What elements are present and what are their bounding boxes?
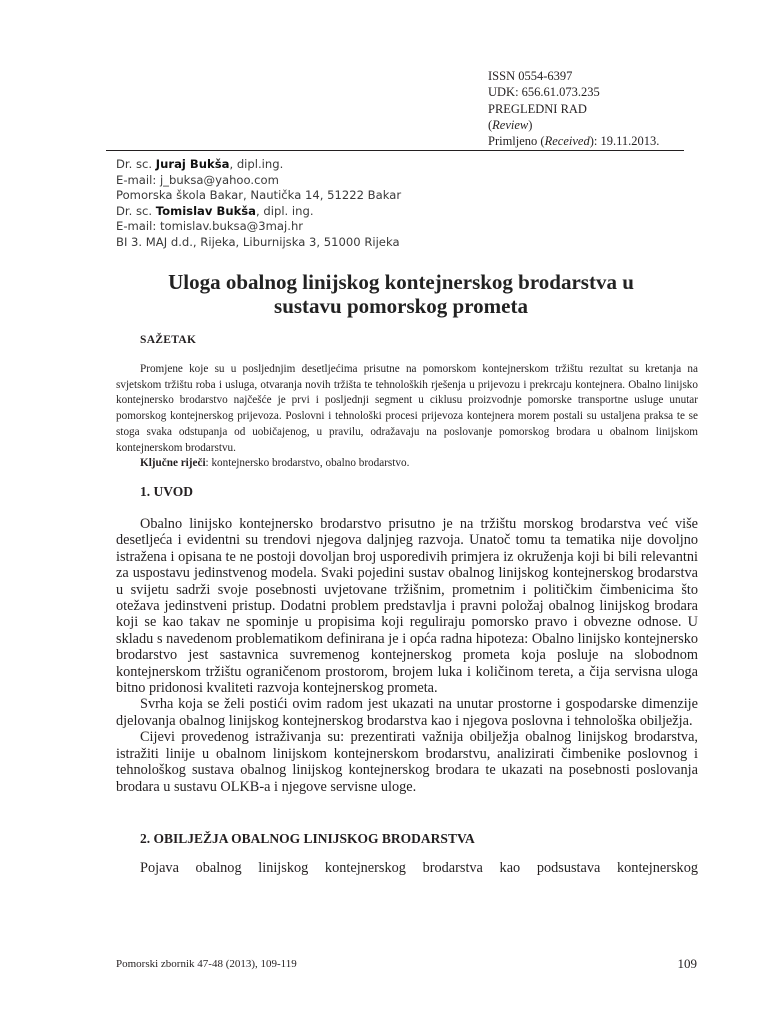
paragraph: Obalno linijsko kontejnersko brodarstvo prisutno je na tržištu morskog brodarstva već više desetljeća i evidentni su trendovi njegova daljnjeg razvoja. Unatoč tomu ta tematika nije dovoljno istražena i opisana te ne postoji dovoljan broj usporedivih primjera iz okruženja koji bi bili relevantni za uspostavu jedinstvenog modela. Svaki pojedini sustav obalnog linijskog kontejnerskog brodarstva u svijetu sadrži svoje posebnosti uvjetovane tržišnim, prometnim i političkim čimbenicima što otežava jedinstveni pristup. Dodatni problem predstavlja i pravni položaj obalnog linijskog brodara koji se kao takav ne spominje u propisima koji reguliraju pomorsko pravo i obvezne odnose. U skladu s navedenom problematikom definirana je i opća radna hipoteza: Obalno linijsko kontejnersko brodarstvo jest sastavnica suvremenog kontejnerskog prometa koja posluje na slobodnom kontejnerskom tržištu ograničenom prostorom, brojem luka i količinom tereta, a čija servisna uloga bitno pridonosi kvaliteti razvoja kontejnerskog prometa. [116, 516, 698, 697]
review-line [488, 117, 659, 133]
abstract-text: Promjene koje su u posljednjim desetljećima prisutne na pomorskom kontejnerskom tržištu rezultat su kretanja na svjetskom tržištu roba i usluga, otvaranja novih tržišta te tehnoloških rješenja u prijevozu i prekrcaju kontejnera. Obalno linijsko kontejnersko brodarstvo najčešće je prvi i posljednji segment u ciklusu proizvodnje pomorske transportne usluge unutar pomorskog kontejnerskog prijevoza. Poslovni i tehnološki procesi prijevoza kontejnera morem postali su ustaljena praksa te se stoga svaka odstupanja od uobičajenog, u pravilu, odražavaju na poslovanje pomorskog brodara u obalnom linijskom kontejnerskom brodarstvu. [116, 363, 698, 454]
received-label: Received [544, 134, 590, 149]
author-1-name: Juraj Bukša [155, 157, 230, 171]
author-1 [116, 157, 401, 173]
review-label: Review [492, 117, 529, 132]
keywords-label: Ključne riječi [140, 457, 206, 470]
received-date: ): 19.11.2013. [589, 134, 660, 149]
section-1-heading: 1. UVOD [140, 484, 193, 499]
udk: UDK: 656.61.073.235 [488, 85, 600, 100]
keywords-list: : kontejnersko brodarstvo, obalno brodarstvo. [205, 457, 410, 470]
journal-citation: Pomorski zbornik 47-48 (2013), 109-119 [116, 958, 297, 970]
author-1-suffix: , dipl.ing. [229, 157, 284, 171]
section-2-heading: 2. OBILJEŽJA OBALNOG LINIJSKOG BRODARSTVA [140, 831, 475, 846]
article-type: PREGLEDNI RAD [488, 101, 587, 116]
author-2-name: Tomislav Bukša [155, 203, 257, 218]
title-line-2: sustavu pomorskog prometa [274, 294, 528, 318]
page-number: 109 [677, 956, 697, 971]
header-divider [106, 150, 684, 151]
review-close: ) [528, 117, 533, 132]
section-1-body [116, 516, 698, 795]
paragraph: Pojava obalnog linijskog kontejnerskog brodarstva kao podsustava kontejnerskog [140, 860, 698, 876]
paper-title [116, 270, 686, 318]
paragraph: Svrha koja se želi postići ovim radom jest ukazati na unutar prostorne i gospodarske dimenzije djelovanja obalnog linijskog kontejnerskog brodarstva kao i njegova poslovna i tehnološka obilježja. [116, 696, 698, 729]
received-prefix: Primljeno ( [488, 134, 545, 149]
author-1-prefix: Dr. sc. [116, 157, 156, 171]
article-metadata [488, 68, 659, 149]
abstract-heading: SAŽETAK [140, 334, 197, 346]
author-2-email: E-mail: tomislav.buksa@3maj.hr [116, 219, 304, 234]
author-2-suffix: , dipl. ing. [256, 203, 314, 218]
paragraph: Cijevi provedenog istraživanja su: prezentirati važnija obilježja obalnog linijskog brodarstva, istražiti linije u obalnom linijskom kontejnerskom brodarstvu, analizirati čimbenike poslovnog i tehnološkog sustava obalnog linijskog kontejnerskog brodara te ukazati na posebnosti poslovanja brodara u sustavu OLKB-a i njegove servisne uloge. [116, 729, 698, 795]
keywords [116, 456, 698, 472]
abstract [116, 362, 698, 472]
author-2 [116, 204, 401, 220]
issn: ISSN 0554-6397 [488, 69, 573, 83]
author-block [116, 157, 401, 251]
author-1-email: E-mail: j_buksa@yahoo.com [116, 172, 279, 187]
author-2-prefix: Dr. sc. [116, 203, 156, 218]
section-2-body [116, 860, 698, 876]
author-2-affiliation: BI 3. MAJ d.d., Rijeka, Liburnijska 3, 51000 Rijeka [116, 234, 400, 249]
title-line-1: Uloga obalnog linijskog kontejnerskog brodarstva u [168, 270, 634, 294]
review-open: ( [488, 117, 493, 132]
author-1-affiliation: Pomorska škola Bakar, Nautička 14, 51222 Bakar [116, 188, 402, 203]
received-line [488, 133, 659, 149]
